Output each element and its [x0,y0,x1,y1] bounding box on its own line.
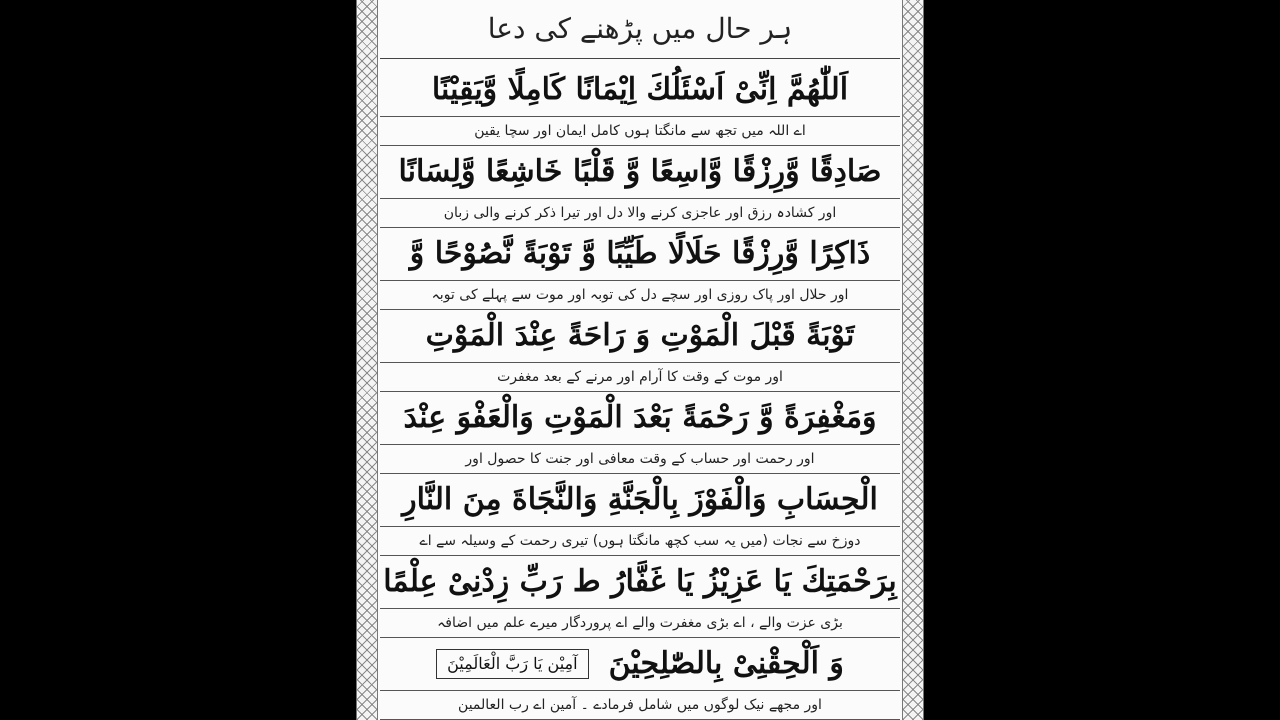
page-content [378,0,902,720]
urdu-translation-line: اور کشادہ رزق اور عاجزی کرنے والا دل اور تیرا ذکر کرنے والی زبان [380,198,900,228]
arabic-line: الْحِسَابِ وَالْفَوْزَ بِالْجَنَّةِ وَالنَّجَاةَ مِنَ النَّارِ [402,482,878,517]
decorative-border-left [356,0,378,720]
dua-page [356,0,924,720]
arabic-line: اَللّٰھُمَّ اِنِّیْ اَسْئَلُكَ اِیْمَانًا كَامِلًا وَّیَقِیْنًا [431,72,849,107]
urdu-translation-line: اور رحمت اور حساب کے وقت معافی اور جنت کا حصول اور [380,444,900,474]
page-title: ہر حال میں پڑھنے کی دعا [487,12,793,45]
final-arabic-row [380,638,900,690]
urdu-translation-line: اے اللہ میں تجھ سے مانگتا ہوں کامل ایمان اور سچا یقین [380,116,900,146]
title-divider [380,58,900,59]
final-arabic-text: وَ اَلْحِقْنِیْ بِالصّٰلِحِیْنَ [608,646,844,681]
arabic-line: تَوْبَةً قَبْلَ الْمَوْتِ وَ رَاحَةً عِنْدَ الْمَوْتِ [425,318,855,353]
urdu-translation-line: اور موت کے وقت کا آرام اور مرنے کے بعد مغفرت [380,362,900,392]
arabic-line: ذَاكِرًا وَّرِزْقًا حَلَالًا طَیِّبًا وَّ تَوْبَةً نَّصُوْحًا وَّ [409,236,871,271]
urdu-translation-line: بڑی عزت والے ، اے بڑی مغفرت والے اے پروردگار میرے علم میں اضافہ [380,608,900,638]
final-urdu-line: اور مجھے نیک لوگوں میں شامل فرمادے ۔ آمین اے رب العالمین [380,690,900,720]
urdu-translation-line: اور حلال اور پاک روزی اور سچے دل کی توبہ اور موت سے پہلے کی توبہ [380,280,900,310]
decorative-border-right [902,0,924,720]
arabic-line: صَادِقًا وَّرِزْقًا وَّاسِعًا وَّ قَلْبًا خَاشِعًا وَّلِسَانًا [398,154,882,189]
arabic-line: بِرَحْمَتِكَ یَا عَزِیْزُ یَا غَفَّارُ ط رَبِّ زِدْنِیْ عِلْمًا [383,564,897,599]
urdu-translation-line: دوزخ سے نجات (میں یہ سب کچھ مانگتا ہوں) تیری رحمت کے وسیلہ سے اے [380,526,900,556]
ameen-box: آمِیْن یَا رَبَّ الْعَالَمِیْنَ [436,649,588,679]
arabic-line: وَمَغْفِرَةً وَّ رَحْمَةً بَعْدَ الْمَوْتِ وَالْعَفْوَ عِنْدَ [403,400,877,435]
